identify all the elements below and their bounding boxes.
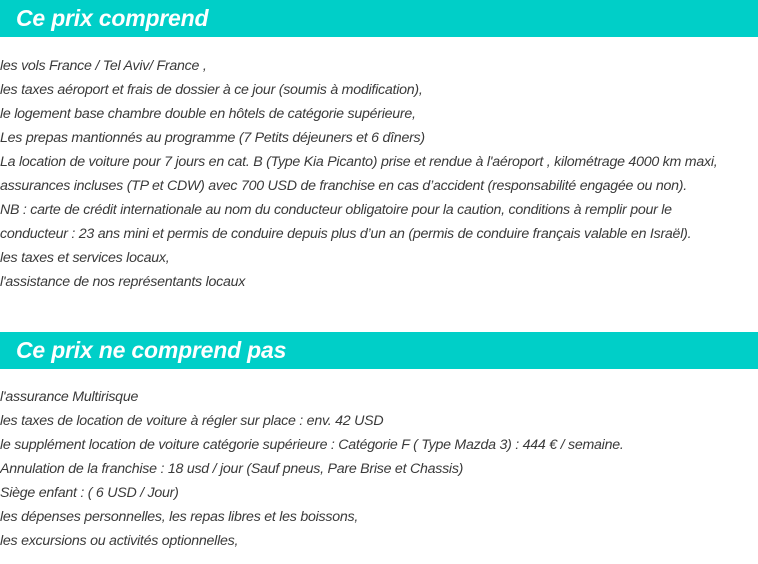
list-item: les taxes aéroport et frais de dossier à ce jour (soumis à modification), xyxy=(0,82,423,98)
list-item: les dépenses personnelles, les repas libres et les boissons, xyxy=(0,509,359,525)
list-item: Siège enfant : ( 6 USD / Jour) xyxy=(0,485,179,501)
included-header xyxy=(0,0,758,37)
excluded-list xyxy=(0,385,758,553)
list-item: l'assistance de nos représentants locaux xyxy=(0,274,246,290)
list-item: le supplément location de voiture catégorie supérieure : Catégorie F ( Type Mazda 3) : 444 € / semaine. xyxy=(0,437,624,453)
list-item: Les prepas mantionnés au programme (7 Petits déjeuners et 6 dîners) xyxy=(0,130,425,146)
included-title: Ce prix comprend xyxy=(16,5,209,31)
list-item: les taxes et services locaux, xyxy=(0,250,170,266)
included-list xyxy=(0,54,758,294)
list-item: les taxes de location de voiture à régler sur place : env. 42 USD xyxy=(0,413,384,429)
list-item: assurances incluses (TP et CDW) avec 700 USD de franchise en cas d’accident (responsabilité engagée ou non). xyxy=(0,178,687,194)
list-item: NB : carte de crédit internationale au nom du conducteur obligatoire pour la caution, conditions à remplir pour le xyxy=(0,202,672,218)
excluded-title: Ce prix ne comprend pas xyxy=(16,337,287,363)
list-item: le logement base chambre double en hôtels de catégorie supérieure, xyxy=(0,106,416,122)
list-item: Annulation de la franchise : 18 usd / jour (Sauf pneus, Pare Brise et Chassis) xyxy=(0,461,464,477)
list-item: les excursions ou activités optionnelles, xyxy=(0,533,239,549)
list-item: les vols France / Tel Aviv/ France , xyxy=(0,58,207,74)
list-item: La location de voiture pour 7 jours en cat. B (Type Kia Picanto) prise et rendue à l'aéroport , kilométrage 4000 km maxi, xyxy=(0,154,718,170)
excluded-section xyxy=(0,332,758,553)
list-item: l'assurance Multirisque xyxy=(0,389,139,405)
excluded-header xyxy=(0,332,758,369)
list-item: conducteur : 23 ans mini et permis de conduire depuis plus d’un an (permis de conduire français valable en Israël). xyxy=(0,226,692,242)
